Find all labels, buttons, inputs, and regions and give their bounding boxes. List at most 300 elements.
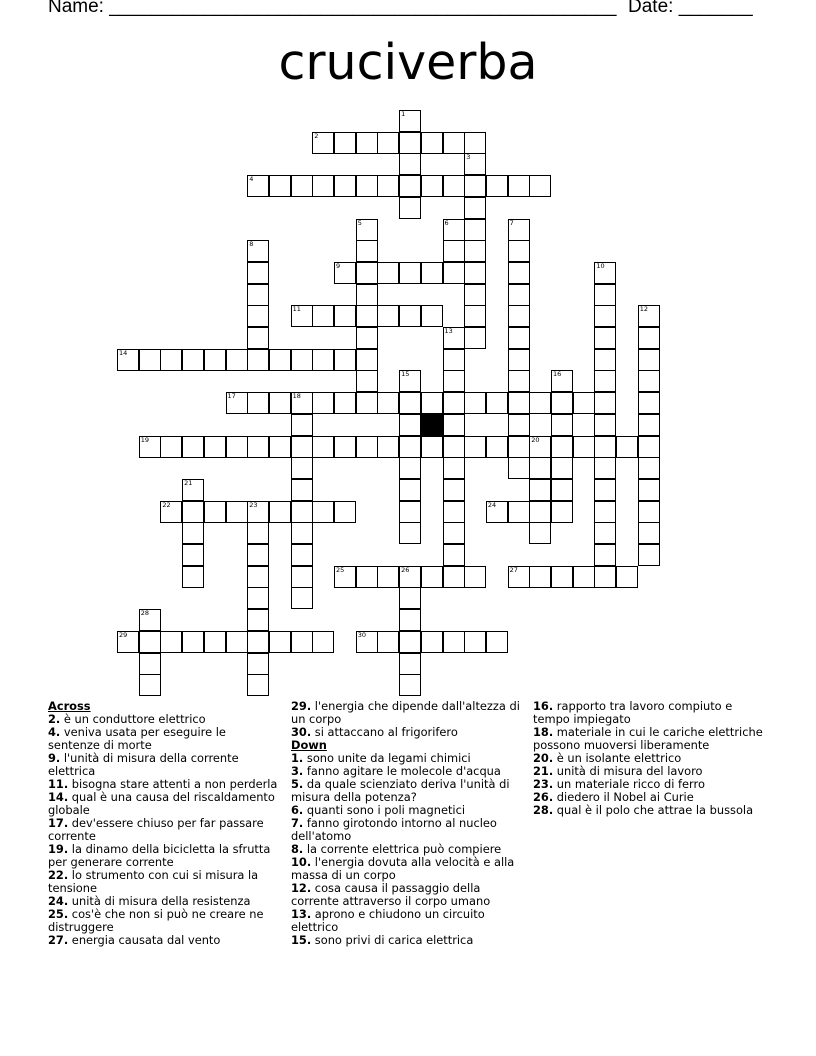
grid-cell[interactable] bbox=[247, 631, 269, 653]
grid-cell[interactable] bbox=[464, 305, 486, 327]
grid-cell[interactable] bbox=[334, 392, 356, 414]
grid-cell[interactable] bbox=[269, 175, 291, 197]
grid-cell[interactable] bbox=[443, 479, 465, 501]
clue-text: qual è il polo che attrae la bussola bbox=[553, 803, 754, 817]
grid-cell[interactable] bbox=[594, 349, 616, 371]
date-field[interactable]: Date: _______ bbox=[628, 0, 753, 17]
clue-text: si attaccano al frigorifero bbox=[311, 725, 458, 739]
grid-cell[interactable] bbox=[247, 674, 269, 696]
grid-cell[interactable] bbox=[551, 392, 573, 414]
grid-cell[interactable] bbox=[139, 653, 161, 675]
grid-cell[interactable] bbox=[638, 522, 660, 544]
clue-num: 21. bbox=[533, 764, 554, 778]
grid-cell[interactable] bbox=[291, 522, 313, 544]
clue-text: qual è una causa del riscaldamento globale bbox=[48, 790, 275, 817]
grid-cell[interactable] bbox=[508, 392, 530, 414]
clue-text: la dinamo della bicicletta la sfrutta per generare corrente bbox=[48, 842, 271, 869]
grid-cell[interactable] bbox=[508, 284, 530, 306]
clue-item bbox=[48, 869, 280, 895]
grid-cell[interactable] bbox=[312, 501, 334, 523]
grid-cell[interactable] bbox=[291, 349, 313, 371]
grid-cell[interactable] bbox=[377, 305, 399, 327]
grid-cell[interactable] bbox=[182, 501, 204, 523]
grid-cell[interactable] bbox=[594, 566, 616, 588]
grid-cell[interactable] bbox=[529, 392, 551, 414]
grid-cell[interactable] bbox=[356, 305, 378, 327]
grid-cell[interactable] bbox=[443, 132, 465, 154]
grid-cell[interactable] bbox=[399, 479, 421, 501]
clue-number: 27 bbox=[509, 565, 518, 574]
grid-cell[interactable] bbox=[638, 457, 660, 479]
grid-cell[interactable] bbox=[291, 436, 313, 458]
grid-cell[interactable] bbox=[594, 370, 616, 392]
grid-cell[interactable] bbox=[291, 501, 313, 523]
clue-num: 25. bbox=[48, 907, 69, 921]
grid-cell[interactable] bbox=[594, 479, 616, 501]
grid-cell[interactable] bbox=[508, 457, 530, 479]
grid-cell[interactable] bbox=[464, 566, 486, 588]
grid-cell[interactable] bbox=[399, 522, 421, 544]
grid-cell[interactable] bbox=[377, 436, 399, 458]
grid-cell[interactable] bbox=[594, 392, 616, 414]
grid-cell[interactable] bbox=[247, 566, 269, 588]
grid-cell[interactable] bbox=[508, 349, 530, 371]
grid-cell[interactable] bbox=[247, 609, 269, 631]
grid-cell[interactable] bbox=[247, 392, 269, 414]
clue-text: è un isolante elettrico bbox=[553, 751, 682, 765]
grid-cell[interactable] bbox=[421, 262, 443, 284]
grid-cell[interactable] bbox=[443, 175, 465, 197]
clue-number: 24 bbox=[487, 500, 497, 509]
black-cell bbox=[421, 414, 443, 436]
grid-cell[interactable] bbox=[291, 414, 313, 436]
clue-number: 26 bbox=[401, 565, 410, 574]
grid-cell[interactable] bbox=[399, 436, 421, 458]
grid-cell[interactable] bbox=[334, 132, 356, 154]
clue-num: 5. bbox=[291, 777, 304, 791]
clue-text: sono unite da legami chimici bbox=[303, 751, 471, 765]
clue-item bbox=[291, 778, 523, 804]
clue-item bbox=[533, 726, 769, 752]
clue-number: 9 bbox=[336, 261, 341, 270]
clue-num: 26. bbox=[533, 790, 554, 804]
grid-cell[interactable] bbox=[226, 349, 248, 371]
grid-cell[interactable] bbox=[573, 436, 595, 458]
clue-item bbox=[48, 908, 280, 934]
grid-cell[interactable] bbox=[421, 132, 443, 154]
clue-num: 2. bbox=[48, 712, 61, 726]
grid-cell[interactable] bbox=[334, 349, 356, 371]
down-header: Down bbox=[291, 738, 327, 752]
grid-cell[interactable] bbox=[594, 414, 616, 436]
grid-cell[interactable] bbox=[312, 175, 334, 197]
clue-num: 12. bbox=[291, 881, 312, 895]
clue-num: 13. bbox=[291, 907, 312, 921]
clue-item bbox=[48, 726, 280, 752]
grid-cell[interactable] bbox=[443, 240, 465, 262]
grid-cell[interactable] bbox=[486, 631, 508, 653]
clue-item bbox=[48, 752, 280, 778]
grid-cell[interactable] bbox=[312, 392, 334, 414]
grid-cell[interactable] bbox=[204, 436, 226, 458]
grid-cell[interactable] bbox=[399, 631, 421, 653]
clue-number: 2 bbox=[314, 131, 319, 140]
grid-cell[interactable] bbox=[226, 501, 248, 523]
clue-number: 29 bbox=[119, 630, 128, 639]
clue-number: 1 bbox=[401, 110, 406, 118]
grid-cell[interactable] bbox=[247, 653, 269, 675]
grid-cell[interactable] bbox=[464, 436, 486, 458]
clue-num: 19. bbox=[48, 842, 69, 856]
clue-number: 23 bbox=[249, 500, 258, 509]
grid-cell[interactable] bbox=[204, 631, 226, 653]
grid-cell[interactable] bbox=[508, 501, 530, 523]
clue-number: 18 bbox=[292, 392, 301, 401]
grid-cell[interactable] bbox=[464, 197, 486, 219]
grid-cell[interactable] bbox=[464, 262, 486, 284]
clue-text: veniva usata per eseguire le sentenze di morte bbox=[48, 725, 226, 752]
grid-cell[interactable] bbox=[399, 414, 421, 436]
clue-num: 15. bbox=[291, 933, 312, 947]
clue-text: la corrente elettrica può compiere bbox=[303, 842, 502, 856]
grid-cell[interactable] bbox=[399, 392, 421, 414]
grid-cell[interactable] bbox=[551, 414, 573, 436]
grid-cell[interactable] bbox=[356, 392, 378, 414]
clue-num: 17. bbox=[48, 816, 69, 830]
grid-cell[interactable] bbox=[182, 436, 204, 458]
grid-cell[interactable] bbox=[356, 175, 378, 197]
grid-cell[interactable] bbox=[443, 414, 465, 436]
grid-cell[interactable] bbox=[399, 132, 421, 154]
grid-cell[interactable] bbox=[421, 436, 443, 458]
grid-cell[interactable] bbox=[377, 175, 399, 197]
grid-cell[interactable] bbox=[464, 327, 486, 349]
grid-cell[interactable] bbox=[356, 566, 378, 588]
clue-number: 16 bbox=[553, 370, 562, 379]
grid-cell[interactable] bbox=[399, 175, 421, 197]
clue-text: bisogna stare attenti a non perderla bbox=[68, 777, 278, 791]
grid-cell[interactable] bbox=[464, 240, 486, 262]
grid-cell[interactable] bbox=[247, 305, 269, 327]
grid-cell[interactable] bbox=[594, 544, 616, 566]
grid-cell[interactable] bbox=[464, 132, 486, 154]
grid-cell[interactable] bbox=[573, 566, 595, 588]
clue-text: l'unità di misura della corrente elettrica bbox=[48, 751, 239, 778]
grid-cell[interactable] bbox=[638, 501, 660, 523]
grid-cell[interactable] bbox=[399, 305, 421, 327]
grid-cell[interactable] bbox=[247, 327, 269, 349]
clue-item bbox=[48, 817, 280, 843]
grid-cell[interactable] bbox=[182, 631, 204, 653]
grid-cell[interactable] bbox=[226, 631, 248, 653]
grid-cell[interactable] bbox=[508, 262, 530, 284]
clue-num: 10. bbox=[291, 855, 312, 869]
grid-cell[interactable] bbox=[247, 284, 269, 306]
grid-cell[interactable] bbox=[356, 349, 378, 371]
grid-cell[interactable] bbox=[529, 175, 551, 197]
grid-cell[interactable] bbox=[464, 631, 486, 653]
grid-cell[interactable] bbox=[616, 436, 638, 458]
grid-cell[interactable] bbox=[443, 544, 465, 566]
clue-number: 19 bbox=[140, 435, 149, 444]
grid-cell[interactable] bbox=[638, 392, 660, 414]
name-field[interactable]: Name: ________________________________________________ bbox=[48, 0, 617, 17]
grid-cell[interactable] bbox=[529, 457, 551, 479]
grid-cell[interactable] bbox=[443, 436, 465, 458]
grid-cell[interactable] bbox=[356, 327, 378, 349]
clue-number: 7 bbox=[509, 218, 514, 227]
clue-num: 8. bbox=[291, 842, 304, 856]
grid-cell[interactable] bbox=[421, 305, 443, 327]
grid-cell[interactable] bbox=[573, 392, 595, 414]
clue-text: da quale scienziato deriva l'unità di misura della potenza? bbox=[291, 777, 510, 804]
clue-number: 15 bbox=[401, 370, 410, 379]
grid-cell[interactable] bbox=[399, 262, 421, 284]
clue-number: 3 bbox=[466, 153, 471, 162]
grid-cell[interactable] bbox=[312, 305, 334, 327]
grid-cell[interactable] bbox=[377, 631, 399, 653]
grid-cell[interactable] bbox=[139, 349, 161, 371]
grid-cell[interactable] bbox=[551, 501, 573, 523]
grid-cell[interactable] bbox=[291, 544, 313, 566]
grid-cell[interactable] bbox=[443, 349, 465, 371]
grid-cell[interactable] bbox=[594, 327, 616, 349]
grid-cell[interactable] bbox=[399, 457, 421, 479]
grid-cell[interactable] bbox=[269, 631, 291, 653]
clue-number: 14 bbox=[119, 348, 128, 357]
across-header: Across bbox=[48, 699, 91, 713]
grid-cell[interactable] bbox=[334, 501, 356, 523]
grid-cell[interactable] bbox=[356, 284, 378, 306]
grid-cell[interactable] bbox=[464, 219, 486, 241]
grid-cell[interactable] bbox=[443, 457, 465, 479]
grid-cell[interactable] bbox=[226, 436, 248, 458]
grid-cell[interactable] bbox=[356, 132, 378, 154]
grid-cell[interactable] bbox=[399, 501, 421, 523]
grid-cell[interactable] bbox=[269, 501, 291, 523]
grid-cell[interactable] bbox=[421, 631, 443, 653]
clue-text: l'energia dovuta alla velocità e alla massa di un corpo bbox=[291, 855, 515, 882]
clue-number: 5 bbox=[357, 218, 362, 227]
clue-num: 30. bbox=[291, 725, 312, 739]
clue-text: unità di misura del lavoro bbox=[553, 764, 703, 778]
grid-cell[interactable] bbox=[421, 392, 443, 414]
grid-cell[interactable] bbox=[334, 175, 356, 197]
clues-column-3 bbox=[533, 700, 769, 817]
clue-item bbox=[291, 856, 523, 882]
grid-cell[interactable] bbox=[399, 674, 421, 696]
clue-num: 23. bbox=[533, 777, 554, 791]
grid-cell[interactable] bbox=[529, 566, 551, 588]
grid-cell[interactable] bbox=[594, 501, 616, 523]
grid-cell[interactable] bbox=[508, 370, 530, 392]
clue-item bbox=[48, 843, 280, 869]
grid-cell[interactable] bbox=[356, 262, 378, 284]
grid-cell[interactable] bbox=[312, 631, 334, 653]
grid-cell[interactable] bbox=[443, 370, 465, 392]
grid-cell[interactable] bbox=[269, 436, 291, 458]
clue-text: energia causata dal vento bbox=[68, 933, 221, 947]
grid-cell[interactable] bbox=[399, 587, 421, 609]
clue-number: 4 bbox=[249, 175, 254, 184]
grid-cell[interactable] bbox=[399, 197, 421, 219]
clue-number: 13 bbox=[444, 327, 453, 335]
grid-cell[interactable] bbox=[182, 522, 204, 544]
grid-cell[interactable] bbox=[291, 457, 313, 479]
clue-number: 22 bbox=[162, 500, 171, 509]
clue-num: 24. bbox=[48, 894, 69, 908]
clue-number: 6 bbox=[444, 218, 449, 227]
grid-cell[interactable] bbox=[334, 305, 356, 327]
clue-number: 25 bbox=[336, 565, 345, 574]
grid-cell[interactable] bbox=[247, 349, 269, 371]
grid-cell[interactable] bbox=[529, 479, 551, 501]
grid-cell[interactable] bbox=[204, 349, 226, 371]
grid-cell[interactable] bbox=[377, 262, 399, 284]
grid-cell[interactable] bbox=[356, 240, 378, 262]
grid-cell[interactable] bbox=[377, 392, 399, 414]
clue-num: 14. bbox=[48, 790, 69, 804]
grid-cell[interactable] bbox=[269, 349, 291, 371]
grid-cell[interactable] bbox=[486, 392, 508, 414]
grid-cell[interactable] bbox=[443, 262, 465, 284]
grid-cell[interactable] bbox=[291, 587, 313, 609]
clue-num: 16. bbox=[533, 699, 554, 713]
grid-cell[interactable] bbox=[638, 414, 660, 436]
clue-num: 4. bbox=[48, 725, 61, 739]
grid-cell[interactable] bbox=[529, 501, 551, 523]
grid-cell[interactable] bbox=[204, 501, 226, 523]
clue-num: 18. bbox=[533, 725, 554, 739]
clue-number: 10 bbox=[596, 261, 605, 270]
grid-cell[interactable] bbox=[594, 305, 616, 327]
grid-cell[interactable] bbox=[269, 392, 291, 414]
grid-cell[interactable] bbox=[421, 566, 443, 588]
grid-cell[interactable] bbox=[443, 501, 465, 523]
grid-cell[interactable] bbox=[638, 349, 660, 371]
grid-cell[interactable] bbox=[356, 436, 378, 458]
grid-cell[interactable] bbox=[508, 327, 530, 349]
grid-cell[interactable] bbox=[399, 653, 421, 675]
grid-cell[interactable] bbox=[247, 436, 269, 458]
grid-cell[interactable] bbox=[638, 327, 660, 349]
grid-cell[interactable] bbox=[399, 153, 421, 175]
grid-cell[interactable] bbox=[638, 479, 660, 501]
grid-cell[interactable] bbox=[508, 305, 530, 327]
clue-item bbox=[533, 804, 769, 817]
grid-cell[interactable] bbox=[247, 262, 269, 284]
clue-text: rapporto tra lavoro compiuto e tempo impiegato bbox=[533, 699, 733, 726]
grid-cell[interactable] bbox=[312, 349, 334, 371]
clue-num: 22. bbox=[48, 868, 69, 882]
grid-cell[interactable] bbox=[486, 175, 508, 197]
grid-cell[interactable] bbox=[594, 284, 616, 306]
clue-num: 28. bbox=[533, 803, 554, 817]
grid-cell[interactable] bbox=[443, 566, 465, 588]
grid-cell[interactable] bbox=[551, 436, 573, 458]
grid-cell[interactable] bbox=[247, 522, 269, 544]
grid-cell[interactable] bbox=[464, 175, 486, 197]
grid-cell[interactable] bbox=[377, 132, 399, 154]
grid-cell[interactable] bbox=[551, 566, 573, 588]
grid-cell[interactable] bbox=[551, 457, 573, 479]
clue-num: 20. bbox=[533, 751, 554, 765]
clue-item bbox=[291, 700, 523, 726]
grid-cell[interactable] bbox=[291, 175, 313, 197]
clue-text: aprono e chiudono un circuito elettrico bbox=[291, 907, 485, 934]
grid-cell[interactable] bbox=[182, 544, 204, 566]
grid-cell[interactable] bbox=[160, 631, 182, 653]
clue-text: unità di misura della resistenza bbox=[68, 894, 251, 908]
clue-text: cos'è che non si può ne creare ne distruggere bbox=[48, 907, 264, 934]
grid-cell[interactable] bbox=[247, 544, 269, 566]
grid-cell[interactable] bbox=[356, 370, 378, 392]
grid-cell[interactable] bbox=[291, 631, 313, 653]
clue-text: sono privi di carica elettrica bbox=[311, 933, 474, 947]
grid-cell[interactable] bbox=[291, 566, 313, 588]
grid-cell[interactable] bbox=[182, 349, 204, 371]
grid-cell[interactable] bbox=[139, 674, 161, 696]
grid-cell[interactable] bbox=[616, 566, 638, 588]
grid-cell[interactable] bbox=[594, 522, 616, 544]
grid-cell[interactable] bbox=[508, 414, 530, 436]
page-title: cruciverba bbox=[278, 34, 538, 91]
grid-cell[interactable] bbox=[182, 566, 204, 588]
grid-cell[interactable] bbox=[551, 479, 573, 501]
grid-cell[interactable] bbox=[377, 566, 399, 588]
grid-cell[interactable] bbox=[638, 436, 660, 458]
clues-column-2 bbox=[291, 700, 523, 947]
clue-number: 28 bbox=[140, 609, 149, 618]
grid-cell[interactable] bbox=[334, 436, 356, 458]
grid-cell[interactable] bbox=[399, 609, 421, 631]
grid-cell[interactable] bbox=[160, 349, 182, 371]
grid-cell[interactable] bbox=[508, 175, 530, 197]
clue-item bbox=[291, 908, 523, 934]
grid-cell[interactable] bbox=[443, 631, 465, 653]
grid-cell[interactable] bbox=[139, 631, 161, 653]
clue-text: dev'essere chiuso per far passare corrente bbox=[48, 816, 264, 843]
clue-number: 11 bbox=[292, 305, 301, 314]
clue-num: 11. bbox=[48, 777, 69, 791]
grid-cell[interactable] bbox=[443, 522, 465, 544]
clue-item bbox=[291, 817, 523, 843]
clue-number: 30 bbox=[357, 630, 366, 639]
clues-column-1 bbox=[48, 700, 280, 947]
grid-cell[interactable] bbox=[291, 479, 313, 501]
clue-text: cosa causa il passaggio della corrente attraverso il corpo umano bbox=[291, 881, 491, 908]
grid-cell[interactable] bbox=[464, 284, 486, 306]
grid-cell[interactable] bbox=[464, 392, 486, 414]
grid-cell[interactable] bbox=[443, 392, 465, 414]
grid-cell[interactable] bbox=[638, 370, 660, 392]
grid-cell[interactable] bbox=[529, 522, 551, 544]
grid-cell[interactable] bbox=[247, 587, 269, 609]
grid-cell[interactable] bbox=[638, 544, 660, 566]
grid-cell[interactable] bbox=[486, 436, 508, 458]
clue-text: fanno girotondo intorno al nucleo dell'atomo bbox=[291, 816, 497, 843]
grid-cell[interactable] bbox=[594, 436, 616, 458]
grid-cell[interactable] bbox=[594, 457, 616, 479]
grid-cell[interactable] bbox=[312, 436, 334, 458]
clue-text: diedero il Nobel ai Curie bbox=[553, 790, 694, 804]
grid-cell[interactable] bbox=[421, 175, 443, 197]
clue-text: è un conduttore elettrico bbox=[60, 712, 206, 726]
grid-cell[interactable] bbox=[508, 436, 530, 458]
clue-num: 29. bbox=[291, 699, 312, 713]
grid-cell[interactable] bbox=[160, 436, 182, 458]
grid-cell[interactable] bbox=[508, 240, 530, 262]
